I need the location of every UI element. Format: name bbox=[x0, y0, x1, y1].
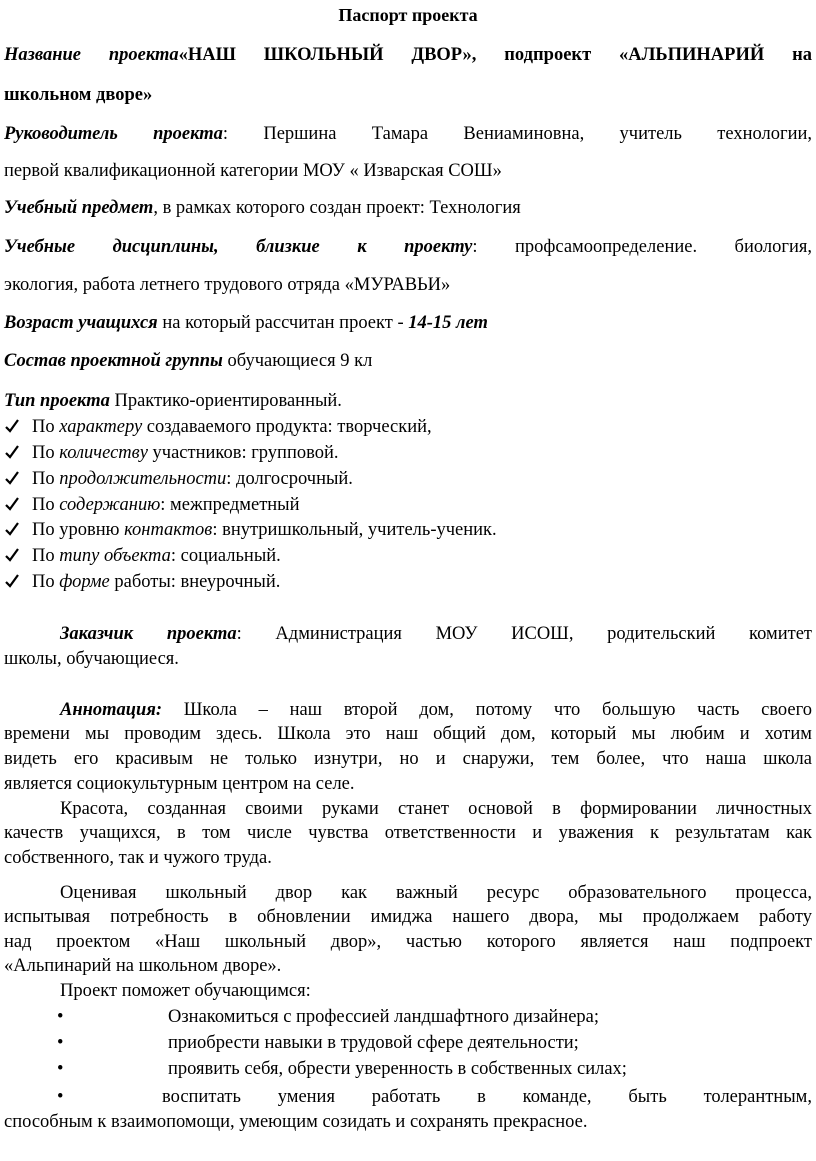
disciplines-value1: : профсамоопределение. биология, bbox=[472, 237, 812, 257]
checklist-em: продолжительности bbox=[59, 469, 227, 489]
checklist-em: типу объекта bbox=[59, 546, 171, 566]
checklist-em: форме bbox=[59, 572, 110, 592]
group-label: Состав проектной группы bbox=[4, 351, 223, 371]
age-value: на который рассчитан проект - bbox=[157, 313, 409, 333]
annotation-p1-2: времени мы проводим здесь. Школа это наш общий дом, который мы любим и хотим bbox=[4, 724, 812, 744]
checklist-pre: По уровню bbox=[32, 520, 125, 540]
checklist-post: работы: внеурочный. bbox=[109, 572, 281, 592]
bullet-item: проявить себя, обрести уверенность в собственных силах; bbox=[168, 1059, 627, 1079]
type-label: Тип проекта bbox=[4, 391, 110, 411]
age-range: 14-15 лет bbox=[408, 313, 488, 333]
checklist-em: контактов bbox=[124, 520, 213, 540]
leader-label: Руководитель проекта bbox=[4, 124, 223, 144]
checkmark-icon bbox=[4, 519, 32, 541]
customer-label: Заказчик проекта bbox=[60, 624, 237, 644]
checklist-item bbox=[4, 416, 804, 438]
annotation-p4: Проект поможет обучающимся: bbox=[60, 981, 311, 1001]
checklist-post: : межпредметный bbox=[160, 495, 300, 515]
subject-line bbox=[4, 197, 812, 219]
checkmark-icon bbox=[4, 494, 32, 516]
leader-line2: первой квалификационной категории МОУ « Изварская СОШ» bbox=[4, 161, 502, 181]
checkmark-icon bbox=[4, 442, 32, 464]
type-line bbox=[4, 390, 812, 412]
checkmark-icon bbox=[4, 571, 32, 593]
checklist-post: участников: групповой. bbox=[147, 443, 339, 463]
customer-line2: школы, обучающиеся. bbox=[4, 649, 179, 669]
checklist-em: количеству bbox=[59, 443, 148, 463]
annotation-p1-1: Школа – наш второй дом, потому что большую часть своего bbox=[162, 700, 812, 720]
bullet-item: Ознакомиться с профессией ландшафтного дизайнера; bbox=[168, 1007, 600, 1027]
subject-value: , в рамках которого создан проект: Технология bbox=[153, 198, 521, 218]
bullet-icon: • bbox=[57, 1033, 64, 1053]
checkmark-icon bbox=[4, 468, 32, 490]
project-name-label: Название проекта bbox=[4, 45, 179, 65]
annotation-p3-4: «Альпинарий на школьном дворе». bbox=[4, 956, 282, 976]
bullet-item: приобрести навыки в трудовой сфере деятельности; bbox=[168, 1033, 579, 1053]
group-line bbox=[4, 350, 812, 372]
checkmark-icon bbox=[4, 545, 32, 567]
customer-line1 bbox=[60, 623, 812, 645]
document-title: Паспорт проекта bbox=[338, 5, 478, 25]
annotation-p1-3: видеть его красивым не только изнутри, но и снаружи, тем более, что наша школа bbox=[4, 749, 812, 769]
checklist-item bbox=[4, 494, 804, 516]
disciplines-label: Учебные дисциплины, близкие к проекту bbox=[4, 237, 473, 257]
annotation-p2-3: собственного, так и чужого труда. bbox=[4, 848, 272, 868]
annotation-p3-3: над проектом «Наш школьный двор», частью которого является наш подпроект bbox=[4, 932, 812, 952]
checklist-item bbox=[4, 519, 804, 541]
checklist-item bbox=[4, 468, 804, 490]
annotation-p2-2: качеств учащихся, в том числе чувства ответственности и уважения к результатам как bbox=[4, 823, 812, 843]
bullet-icon: • bbox=[57, 1087, 64, 1107]
annotation-label: Аннотация: bbox=[60, 700, 163, 720]
group-value: обучающиеся 9 кл bbox=[222, 351, 373, 371]
checklist-em: характеру bbox=[59, 417, 143, 437]
last-line: способным к взаимопомощи, умеющим созидать и сохранять прекрасное. bbox=[4, 1112, 588, 1132]
project-name-value1: «НАШ ШКОЛЬНЫЙ ДВОР», подпроект «АЛЬПИНАРИЙ на bbox=[178, 45, 812, 65]
checklist-post: : внутришкольный, учитель-ученик. bbox=[212, 520, 497, 540]
leader-line1 bbox=[4, 123, 812, 145]
disciplines-line1 bbox=[4, 236, 812, 258]
customer-value1: : Администрация МОУ ИСОШ, родительский комитет bbox=[236, 624, 812, 644]
annotation-p1-4: является социокультурным центром на селе. bbox=[4, 774, 355, 794]
annotation-p3-1: Оценивая школьный двор как важный ресурс образовательного процесса, bbox=[60, 883, 812, 903]
checklist-pre: По bbox=[32, 572, 60, 592]
type-value: Практико-ориентированный. bbox=[109, 391, 342, 411]
checklist-pre: По bbox=[32, 495, 60, 515]
subject-label: Учебный предмет bbox=[4, 198, 154, 218]
checklist-pre: По bbox=[32, 546, 60, 566]
age-label: Возраст учащихся bbox=[4, 313, 158, 333]
checklist-item bbox=[4, 442, 804, 464]
checklist-item bbox=[4, 571, 804, 593]
annotation-line1 bbox=[60, 699, 812, 721]
project-name-line2: школьном дворе» bbox=[4, 85, 153, 105]
checklist-pre: По bbox=[32, 443, 60, 463]
bullet-item: воспитать умения работать в команде, быть толерантным, bbox=[162, 1087, 812, 1107]
checklist-pre: По bbox=[32, 417, 60, 437]
checklist-post: : социальный. bbox=[170, 546, 281, 566]
disciplines-line2: экология, работа летнего трудового отряда «МУРАВЬИ» bbox=[4, 275, 451, 295]
checklist-em: содержанию bbox=[59, 495, 161, 515]
checklist-pre: По bbox=[32, 469, 60, 489]
checkmark-icon bbox=[4, 416, 32, 438]
bullet-icon: • bbox=[57, 1059, 64, 1079]
checklist-item bbox=[4, 545, 804, 567]
leader-value1: : Першина Тамара Вениаминовна, учитель технологии, bbox=[222, 124, 812, 144]
age-line bbox=[4, 312, 812, 334]
project-name-line1 bbox=[4, 44, 812, 66]
checklist-post: : долгосрочный. bbox=[226, 469, 353, 489]
checklist-post: создаваемого продукта: творческий, bbox=[142, 417, 432, 437]
annotation-p2-1: Красота, созданная своими руками станет основой в формировании личностных bbox=[60, 799, 812, 819]
annotation-p3-2: испытывая потребность в обновлении имиджа нашего двора, мы продолжаем работу bbox=[4, 907, 812, 927]
bullet-icon: • bbox=[57, 1007, 64, 1027]
